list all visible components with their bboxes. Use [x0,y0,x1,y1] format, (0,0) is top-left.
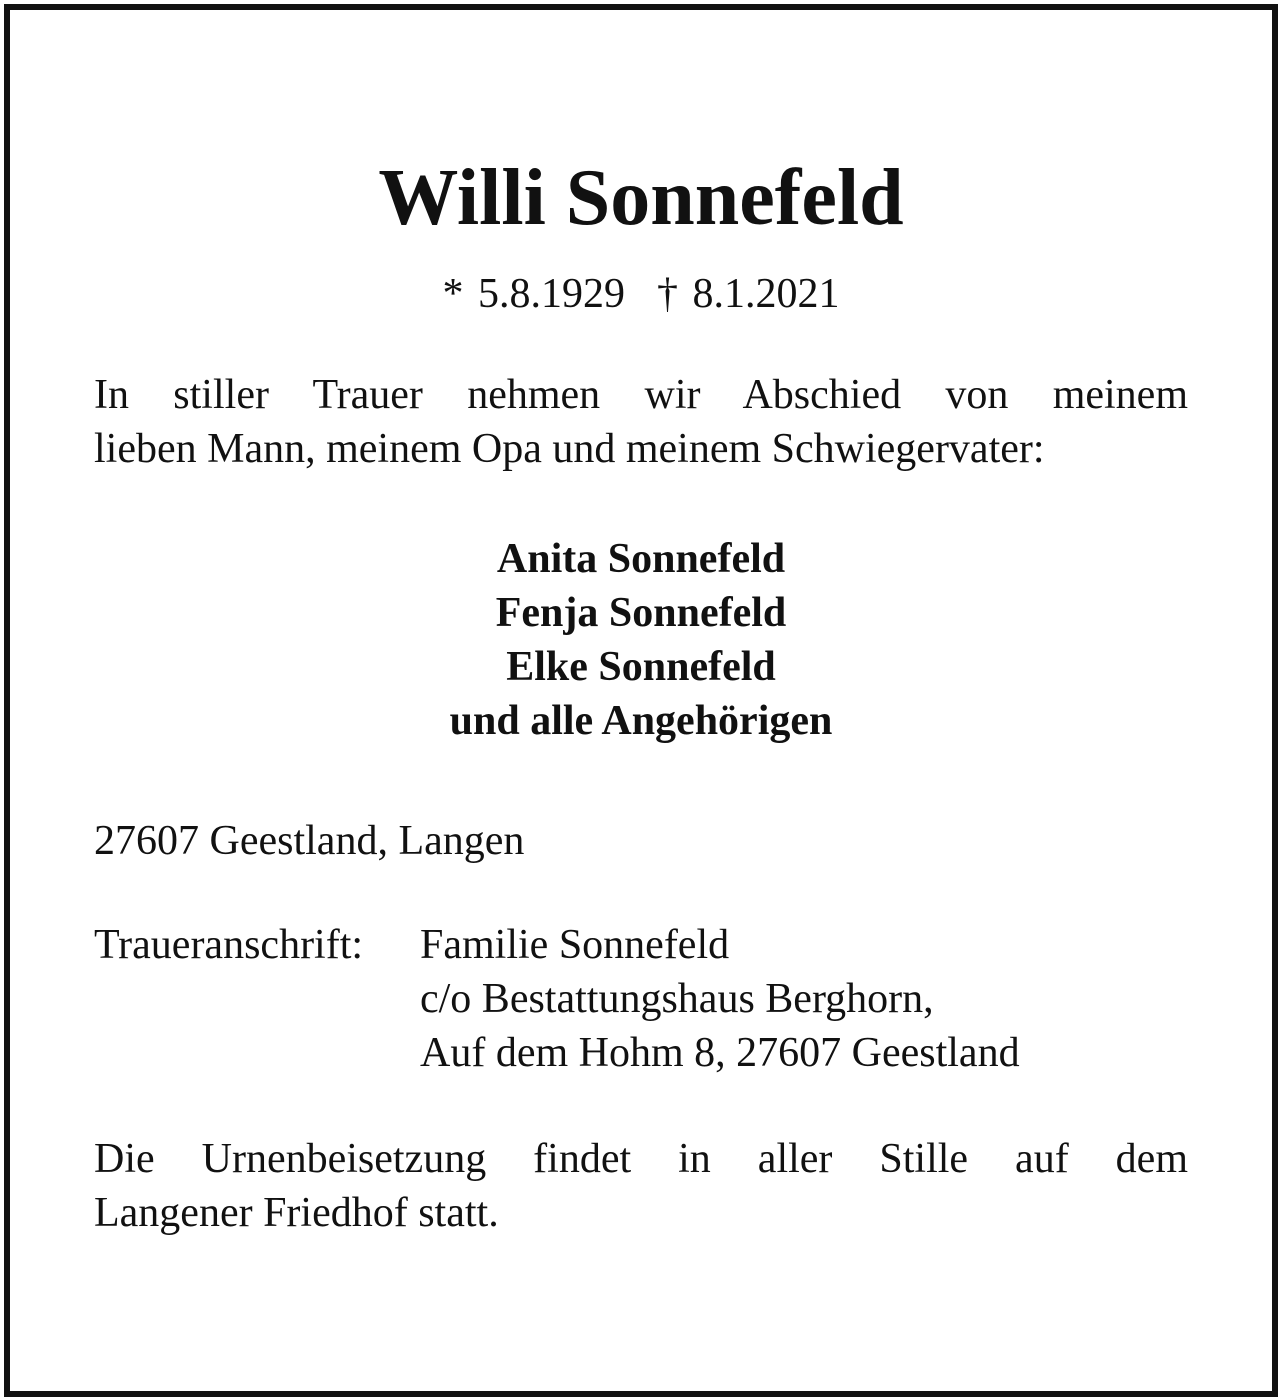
closing-line-2: Langener Friedhof statt. [94,1190,499,1236]
address-line: Auf dem Hohm 8, 27607 Geestland [420,1030,1020,1076]
location-line: 27607 Geestland, Langen [94,818,525,864]
mourner-name: Anita Sonnefeld [496,536,786,582]
notice-border [4,4,1278,1397]
address-lines [420,918,1020,1080]
deceased-name: Willi Sonnefeld [378,154,904,242]
mourners-list [94,532,1188,748]
address-line: c/o Bestattungshaus Berghorn, [420,976,934,1022]
death-date: † 8.1.2021 [657,271,840,317]
mourner-name: Elke Sonnefeld [506,644,776,690]
mourner-relatives: und alle Angehörigen [449,698,833,744]
address-label: Traueranschrift: [94,922,364,968]
birth-date: * 5.8.1929 [442,271,625,317]
intro-line-2: lieben Mann, meinem Opa und meinem Schwiegervater: [94,426,1045,472]
mourner-name: Fenja Sonnefeld [495,590,787,636]
intro-text [94,368,1188,476]
intro-line-1: In stiller Trauer nehmen wir Abschied von meinem [94,372,1188,418]
life-dates [94,268,1188,320]
closing-text [94,1132,1188,1240]
closing-line-1: Die Urnenbeisetzung findet in aller Stille auf dem [94,1136,1188,1182]
address-line: Familie Sonnefeld [420,922,730,968]
